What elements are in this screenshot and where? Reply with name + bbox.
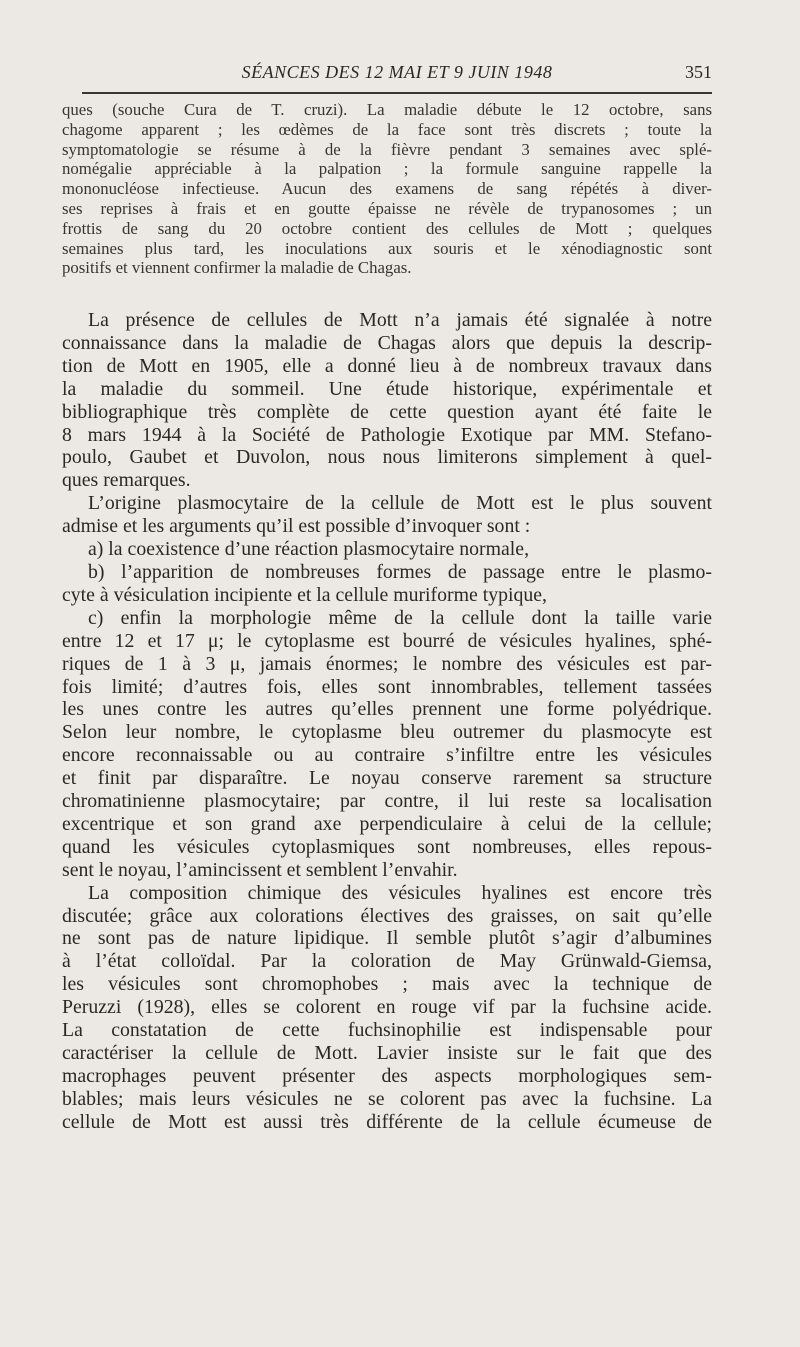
text-line: L’origine plasmocytaire de la cellule de Mott est le plus souvent [88,492,712,515]
text-line: admise et les arguments qu’il est possible d’invoquer sont : [62,515,531,538]
text-line: sent le noyau, l’amincissent et semblent l’envahir. [62,858,458,881]
text-line: macrophages peuvent présenter des aspects morphologiques sem- [62,1064,712,1087]
text-line: Selon leur nombre, le cytoplasme bleu outremer du plasmocyte est [62,721,712,744]
text-line: ques remarques. [62,469,191,492]
text-line: Peruzzi (1928), elles se colorent en rouge vif par la fuchsine acide. [62,996,712,1019]
text-line: semaines plus tard, les inoculations aux souris et le xénodiagnostic sont [62,238,712,258]
text-line: La composition chimique des vésicules hyalines est encore très [88,881,712,904]
text-line: fois limité; d’autres fois, elles sont innombrables, tellement tassées [62,675,712,698]
text-line: nomégalie appréciable à la palpation ; la formule sanguine rappelle la [62,159,712,179]
text-line: b) l’apparition de nombreuses formes de passage entre le plasmo- [88,560,712,583]
list-item-c [62,607,712,882]
text-line: La constatation de cette fuchsinophilie est indispensable pour [62,1019,712,1042]
text-line: chromatinienne plasmocytaire; par contre, il lui reste sa localisation [62,790,712,813]
text-line: poulo, Gaubet et Duvolon, nous nous limiterons simplement à quel- [62,446,712,469]
text-line: à l’état colloïdal. Par la coloration de May Grünwald-Giemsa, [62,950,712,973]
text-line: excentrique et son grand axe perpendiculaire à celui de la cellule; [62,812,712,835]
list-item-a [62,538,712,561]
paragraph-chemical-composition [62,882,712,1134]
text-line: mononucléose infectieuse. Aucun des examens de sang répétés à diver- [62,179,712,199]
text-line: tion de Mott en 1905, elle a donné lieu à de nombreux travaux dans [62,354,712,377]
text-line: entre 12 et 17 μ; le cytoplasme est bourré de vésicules hyalines, sphé- [62,629,712,652]
text-line: encore reconnaissable ou au contraire s’infiltre entre les vésicules [62,744,712,767]
text-line: La présence de cellules de Mott n’a jamais été signalée à notre [88,309,712,331]
text-line: riques de 1 à 3 μ, jamais énormes; le nombre des vésicules est par- [62,652,712,675]
text-line: ses reprises à frais et en goutte épaisse ne révèle de trypanosomes ; un [62,198,712,218]
main-text [62,309,712,1134]
text-line: bibliographique très complète de cette question ayant été faite le [62,400,712,423]
paragraph-mott-presence [62,309,712,492]
small-print-paragraph [62,100,712,278]
text-line: discutée; grâce aux colorations électives des graisses, on sait qu’elle [62,904,712,927]
page-number: 351 [685,62,712,82]
text-line: cyte à vésiculation incipiente et la cellule muriforme typique, [62,583,548,606]
text-line: les unes contre les autres qu’elles prennent une forme polyédrique. [62,698,712,721]
text-line: connaissance dans la maladie de Chagas alors que depuis la descrip- [62,331,712,354]
text-line: ne sont pas de nature lipidique. Il semble plutôt s’agir d’albumines [62,927,712,950]
text-line: a) la coexistence d’une réaction plasmocytaire normale, [88,538,530,561]
text-line: cellule de Mott est aussi très différente de la cellule écumeuse de [62,1110,712,1133]
text-line: chagome apparent ; les œdèmes de la face sont très discrets ; toute la [62,119,712,139]
text-line: symptomatologie se résume à de la fièvre pendant 3 semaines avec splé- [62,139,712,159]
text-line: quand les vésicules cytoplasmiques sont nombreuses, elles repous- [62,835,712,858]
text-line: positifs et viennent confirmer la maladie de Chagas. [62,258,412,278]
text-line: et finit par disparaître. Le noyau conserve rarement sa structure [62,767,712,790]
page-header [82,62,712,86]
text-line: caractériser la cellule de Mott. Lavier insiste sur le fait que des [62,1042,712,1064]
text-line: la maladie du sommeil. Une étude historique, expérimentale et [62,377,712,400]
text-line: ques (souche Cura de T. cruzi). La maladie débute le 12 octobre, sans [62,100,712,119]
text-line: blables; mais leurs vésicules ne se colorent pas avec la fuchsine. La [62,1087,712,1110]
text-line: frottis de sang du 20 octobre contient des cellules de Mott ; quelques [62,218,712,238]
text-line: les vésicules sont chromophobes ; mais avec la technique de [62,973,712,996]
running-title: SÉANCES DES 12 MAI ET 9 JUIN 1948 [241,62,553,82]
paragraph-plasmocyte-origin [62,492,712,538]
header-rule [82,92,712,94]
text-line: c) enfin la morphologie même de la cellule dont la taille varie [88,606,712,629]
list-item-b [62,561,712,607]
text-line: 8 mars 1944 à la Société de Pathologie Exotique par MM. Stefano- [62,423,712,446]
